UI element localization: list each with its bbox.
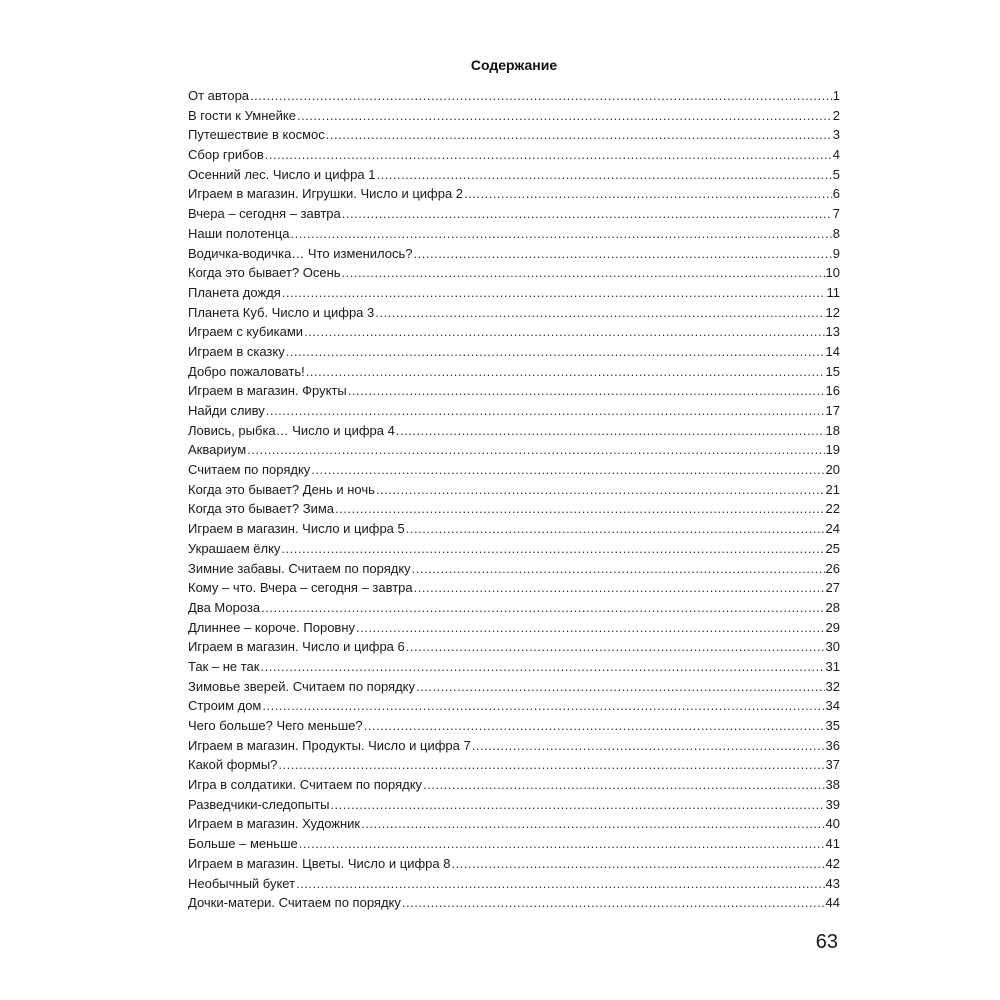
toc-entry-page: 24 — [825, 521, 840, 537]
dot-leader — [304, 322, 825, 342]
dot-leader — [335, 499, 824, 519]
toc-entry-page: 38 — [825, 777, 840, 793]
toc-entry-title: Играем в сказку — [188, 343, 285, 359]
dot-leader — [414, 578, 825, 598]
dot-leader — [250, 86, 832, 106]
toc-entry-title: Строим дом — [188, 698, 262, 714]
toc-entry — [188, 677, 840, 697]
dot-leader — [342, 204, 832, 224]
toc-entry — [188, 381, 840, 401]
toc-entry — [188, 696, 840, 716]
toc-entry — [188, 598, 840, 618]
toc-title: Содержание — [470, 57, 558, 73]
toc-entry-page: 27 — [825, 580, 840, 596]
toc-entry-page: 29 — [825, 619, 840, 635]
toc-entry-title: Зимовье зверей. Считаем по порядку — [188, 678, 415, 694]
toc-entry-page: 6 — [832, 186, 840, 202]
toc-entry-title: Когда это бывает? Осень — [188, 265, 341, 281]
toc-entry — [188, 106, 840, 126]
toc-entry-page: 13 — [825, 324, 840, 340]
toc-entry-page: 1 — [832, 88, 840, 103]
dot-leader — [348, 381, 825, 401]
toc-entry-page: 34 — [825, 698, 840, 714]
toc-entry — [188, 362, 840, 382]
toc-entry-title: Ловись, рыбка… Число и цифра 4 — [188, 422, 395, 438]
toc-entry-title: Игра в солдатики. Считаем по порядку — [188, 777, 423, 793]
toc-entry — [188, 165, 840, 185]
toc-entry — [188, 184, 840, 204]
toc-entry — [188, 322, 840, 342]
toc-entry — [188, 834, 840, 854]
page-number: 63 — [815, 931, 838, 953]
toc-entry-page: 21 — [825, 481, 840, 497]
toc-entry — [188, 145, 840, 165]
toc-entry-title: Считаем по порядку — [188, 462, 311, 478]
toc-entry-page: 32 — [825, 678, 840, 694]
toc-entry-page: 36 — [825, 737, 840, 753]
toc-entry-page: 17 — [825, 403, 840, 418]
toc-entry — [188, 637, 840, 657]
toc-entry — [188, 86, 840, 106]
toc-entry-page: 44 — [825, 895, 840, 911]
toc-entry-page: 22 — [825, 501, 840, 517]
dot-leader — [286, 342, 825, 362]
toc-entry-title: Играем в магазин. Фрукты — [188, 383, 347, 399]
toc-entry — [188, 775, 840, 795]
toc-entry — [188, 125, 840, 145]
toc-entry-title: Когда это бывает? День и ночь — [188, 481, 375, 497]
toc-entry — [188, 224, 840, 244]
toc-entry-page: 37 — [825, 757, 840, 773]
toc-entry-title: Планета дождя — [188, 284, 281, 300]
toc-entry-title: Осенний лес. Число и цифра 1 — [188, 166, 376, 182]
toc-entry — [188, 716, 840, 736]
toc-entry — [188, 657, 840, 677]
toc-entry-title: Играем в магазин. Число и цифра 6 — [188, 639, 405, 655]
toc-entry-title: Больше – меньше — [188, 836, 298, 852]
toc-entry-title: Играем в магазин. Продукты. Число и цифра 7 — [188, 737, 471, 753]
toc-entry-page: 35 — [825, 718, 840, 733]
toc-entry — [188, 283, 840, 303]
dot-leader — [423, 775, 824, 795]
toc-entry — [188, 736, 840, 756]
toc-entry-page: 42 — [825, 855, 840, 871]
table-of-contents — [188, 86, 840, 913]
toc-entry-title: Путешествие в космос — [188, 127, 325, 143]
toc-entry-page: 7 — [832, 206, 840, 222]
dot-leader — [376, 165, 831, 185]
toc-entry-page: 19 — [825, 442, 840, 458]
toc-entry-title: Играем в магазин. Цветы. Число и цифра 8 — [188, 855, 451, 871]
dot-leader — [375, 303, 824, 323]
toc-entry-page: 8 — [832, 225, 840, 241]
dot-leader — [282, 283, 826, 303]
toc-entry-page: 28 — [825, 599, 840, 615]
dot-leader — [311, 460, 824, 480]
dot-leader — [416, 677, 825, 697]
toc-entry — [188, 559, 840, 579]
toc-entry — [188, 263, 840, 283]
toc-entry — [188, 244, 840, 264]
dot-leader — [296, 874, 824, 894]
dot-leader — [297, 106, 832, 126]
dot-leader — [330, 795, 824, 815]
toc-entry-title: Длиннее – короче. Поровну — [188, 619, 356, 635]
dot-leader — [406, 637, 825, 657]
toc-entry-title: Сбор грибов — [188, 147, 264, 163]
toc-entry — [188, 755, 840, 775]
toc-entry-title: От автора — [188, 88, 250, 103]
toc-entry-page: 15 — [825, 363, 840, 379]
dot-leader — [472, 736, 825, 756]
toc-entry-page: 30 — [825, 639, 840, 655]
toc-entry — [188, 519, 840, 539]
toc-entry-page: 14 — [825, 343, 840, 359]
toc-entry-page: 31 — [825, 658, 840, 674]
toc-entry-title: Кому – что. Вчера – сегодня – завтра — [188, 580, 413, 596]
toc-entry-title: В гости к Умнейке — [188, 107, 296, 123]
toc-entry-title: Наши полотенца — [188, 225, 290, 241]
dot-leader — [361, 814, 824, 834]
toc-entry-page: 25 — [825, 540, 840, 556]
toc-entry-title: Разведчики-следопыты — [188, 796, 330, 812]
dot-leader — [290, 224, 831, 244]
dot-leader — [262, 696, 824, 716]
toc-entry-page: 18 — [825, 422, 840, 438]
dot-leader — [306, 362, 825, 382]
toc-entry — [188, 204, 840, 224]
dot-leader — [326, 125, 832, 145]
toc-entry-title: Водичка-водичка… Что изменилось? — [188, 245, 413, 261]
toc-entry-page: 2 — [832, 107, 840, 123]
toc-entry-title: Играем в магазин. Число и цифра 5 — [188, 521, 405, 537]
dot-leader — [464, 184, 832, 204]
toc-entry-title: Так – не так — [188, 658, 260, 674]
toc-entry — [188, 480, 840, 500]
toc-entry — [188, 854, 840, 874]
toc-entry-page: 12 — [825, 304, 840, 320]
toc-entry-page: 10 — [825, 265, 840, 281]
toc-entry-title: Играем с кубиками — [188, 324, 304, 340]
toc-entry — [188, 440, 840, 460]
toc-entry-page: 11 — [826, 284, 840, 300]
toc-entry-page: 16 — [825, 383, 840, 399]
toc-entry-page: 4 — [832, 147, 840, 163]
toc-entry-title: Зимние забавы. Считаем по порядку — [188, 560, 411, 576]
toc-entry-title: Вчера – сегодня – завтра — [188, 206, 341, 222]
toc-entry — [188, 539, 840, 559]
toc-entry-title: Добро пожаловать! — [188, 363, 305, 379]
dot-leader — [278, 755, 824, 775]
toc-entry-title: Необычный букет — [188, 875, 296, 891]
toc-entry-page: 3 — [832, 127, 840, 143]
toc-entry-page: 26 — [825, 560, 840, 576]
dot-leader — [266, 401, 825, 421]
dot-leader — [342, 263, 825, 283]
toc-entry-title: Дочки-матери. Считаем по порядку — [188, 895, 401, 911]
toc-entry — [188, 795, 840, 815]
toc-entry-title: Аквариум — [188, 442, 247, 458]
toc-entry-page: 20 — [825, 462, 840, 478]
toc-entry — [188, 893, 840, 913]
dot-leader — [451, 854, 824, 874]
dot-leader — [356, 618, 825, 638]
dot-leader — [260, 657, 824, 677]
dot-leader — [281, 539, 824, 559]
dot-leader — [396, 421, 825, 441]
toc-entry — [188, 401, 840, 421]
toc-entry — [188, 460, 840, 480]
toc-entry-title: Украшаем ёлку — [188, 540, 281, 556]
toc-entry — [188, 814, 840, 834]
toc-entry-title: Какой формы? — [188, 757, 278, 773]
toc-entry — [188, 618, 840, 638]
toc-entry-page: 39 — [825, 796, 840, 812]
toc-entry-title: Чего больше? Чего меньше? — [188, 718, 363, 733]
dot-leader — [265, 145, 832, 165]
toc-entry — [188, 303, 840, 323]
toc-entry-title: Планета Куб. Число и цифра 3 — [188, 304, 375, 320]
toc-entry-title: Когда это бывает? Зима — [188, 501, 335, 517]
toc-entry — [188, 578, 840, 598]
toc-entry-page: 41 — [825, 836, 840, 852]
toc-entry-page: 5 — [832, 166, 840, 182]
dot-leader — [376, 480, 825, 500]
dot-leader — [412, 559, 825, 579]
dot-leader — [406, 519, 825, 539]
dot-leader — [364, 716, 825, 736]
dot-leader — [261, 598, 824, 618]
toc-entry-title: Найди сливу — [188, 403, 265, 418]
toc-entry-title: Два Мороза — [188, 599, 261, 615]
toc-entry — [188, 499, 840, 519]
dot-leader — [299, 834, 825, 854]
toc-entry-page: 40 — [825, 816, 840, 832]
dot-leader — [414, 244, 832, 264]
toc-entry-title: Играем в магазин. Художник — [188, 816, 361, 832]
toc-entry-page: 43 — [825, 875, 840, 891]
dot-leader — [402, 893, 825, 913]
toc-entry — [188, 342, 840, 362]
toc-entry — [188, 874, 840, 894]
toc-entry-page: 9 — [832, 245, 840, 261]
toc-entry — [188, 421, 840, 441]
dot-leader — [247, 440, 824, 460]
toc-entry-title: Играем в магазин. Игрушки. Число и цифра 2 — [188, 186, 464, 202]
